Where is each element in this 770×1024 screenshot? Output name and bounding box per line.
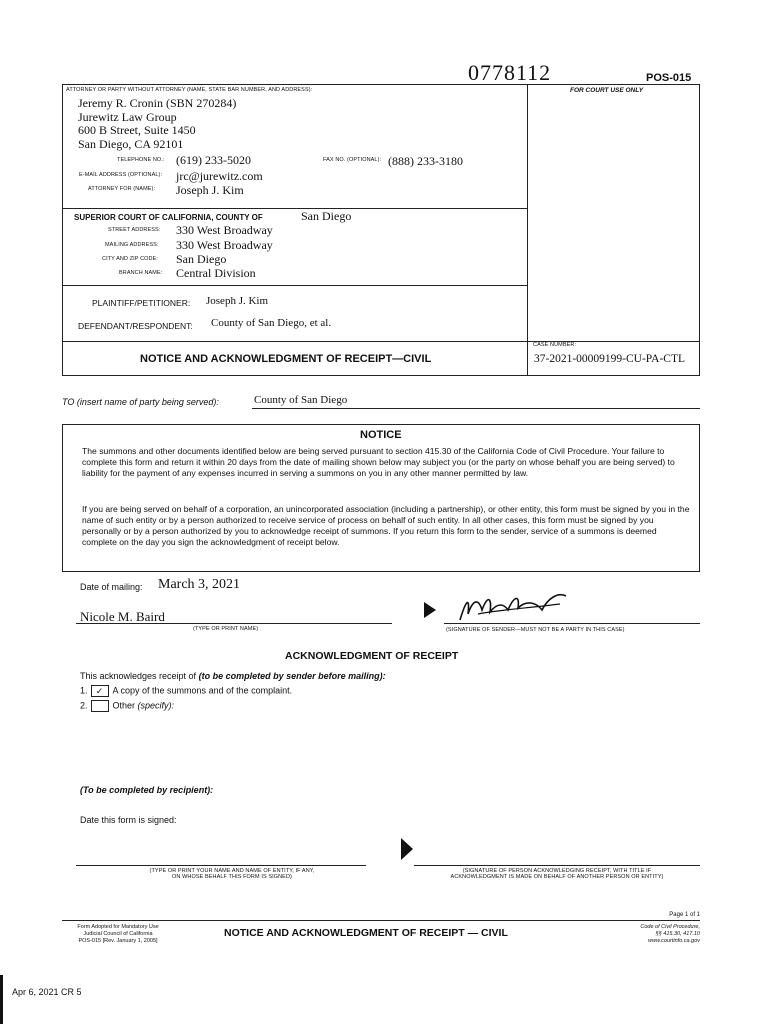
ack-item-2-text: Other: [112, 700, 136, 711]
notice-paragraph-1: The summons and other documents identified below are being served pursuant to section 415.30 of the California Code of Civil Procedure. Your failure to complete this form and return it within 20 days from the date of mailing shown below may subject you (or the party on whose behalf you are being served) to liability for the payment of any expenses incurred in serving a summons on you in any other manner permitted by law.: [82, 446, 675, 478]
ack-item-2-number: 2.: [80, 700, 88, 711]
court-label: SUPERIOR COURT OF CALIFORNIA, COUNTY OF: [74, 213, 263, 222]
attorney-firm: Jurewitz Law Group: [78, 109, 177, 124]
sender-name: Nicole M. Baird: [80, 609, 165, 624]
attorney-for-value: Joseph J. Kim: [176, 183, 244, 197]
court-street-label: STREET ADDRESS:: [108, 227, 161, 233]
attorney-label: ATTORNEY OR PARTY WITHOUT ATTORNEY (NAME, STATE BAR NUMBER, AND ADDRESS):: [66, 87, 313, 93]
recipient-heading: (To be completed by recipient):: [80, 785, 214, 795]
court-city-label: CITY AND ZIP CODE:: [102, 256, 158, 262]
ack-item-1-number: 1.: [80, 685, 88, 696]
received-stamp: Apr 6, 2021 CR 5: [12, 987, 82, 997]
email-label: E-MAIL ADDRESS (OPTIONAL):: [79, 172, 163, 178]
arrow-icon-recipient: [401, 838, 413, 860]
date-signed-label: Date this form is signed:: [80, 815, 177, 825]
fax-label: FAX NO. (OPTIONAL):: [323, 157, 382, 163]
plaintiff-label: PLAINTIFF/PETITIONER:: [92, 298, 191, 308]
attorney-name: Jeremy R. Cronin (SBN 270284): [78, 96, 237, 110]
footer-page: Page 1 of 1: [669, 912, 700, 918]
attorney-for-label: ATTORNEY FOR (NAME):: [88, 186, 156, 192]
form-id: POS-015: [646, 72, 692, 84]
court-use-label: FOR COURT USE ONLY: [570, 87, 644, 94]
footer-title: NOTICE AND ACKNOWLEDGMENT OF RECEIPT — CIVIL: [224, 927, 508, 939]
scan-edge-mark: [0, 975, 3, 1024]
to-value: County of San Diego: [254, 394, 348, 406]
footer-left: Form Adopted for Mandatory Use Judicial Council of California POS-015 [Rev. January 1, 2005]: [77, 924, 159, 944]
ack-item-1: [80, 685, 292, 697]
to-label: TO (insert name of party being served):: [62, 397, 219, 407]
date-of-mailing-label: Date of mailing:: [80, 582, 143, 592]
type-name-label: (TYPE OR PRINT NAME): [193, 626, 259, 632]
court-city: San Diego: [176, 252, 227, 266]
case-number-label: CASE NUMBER:: [533, 342, 577, 348]
recipient-name-label: (TYPE OR PRINT YOUR NAME AND NAME OF ENTITY, IF ANY, ON WHOSE BEHALF THIS FORM IS SIGNED): [149, 868, 315, 880]
ack-heading: ACKNOWLEDGMENT OF RECEIPT: [285, 650, 459, 662]
defendant-value: County of San Diego, et al.: [211, 317, 332, 329]
ack-item-2-emphasis: (specify):: [137, 700, 175, 711]
notice-heading: NOTICE: [360, 429, 402, 441]
telephone-value: (619) 233-5020: [176, 153, 251, 167]
court-mailing-label: MAILING ADDRESS:: [105, 242, 159, 248]
ack-item-2: [80, 700, 174, 712]
arrow-icon: [424, 602, 436, 618]
court-county: San Diego: [301, 209, 352, 223]
ack-item-2-checkbox[interactable]: [91, 700, 109, 712]
footer-right: Code of Civil Procedure, §§ 415.30, 417.10 www.courtinfo.ca.gov: [640, 924, 700, 944]
notice-paragraph-2: If you are being served on behalf of a corporation, an unincorporated association (including a partnership), or other entity, this form must be signed by you in the name of such entity or by a person authorized to receive service of process on behalf of such entity. In all other cases, this form must be signed by you personally or by a person authorized by you to acknowledge receipt of summons. If you return this form to the sender, service of a summons is deemed complete on the day you sign the acknowledgment of receipt below.: [82, 504, 690, 547]
fax-value: (888) 233-3180: [388, 154, 463, 168]
court-branch-label: BRANCH NAME:: [119, 270, 163, 276]
attorney-street: 600 B Street, Suite 1450: [78, 123, 196, 137]
court-mailing: 330 West Broadway: [176, 238, 273, 252]
ack-intro-text: This acknowledges receipt of: [80, 671, 197, 681]
plaintiff-value: Joseph J. Kim: [206, 295, 269, 307]
defendant-label: DEFENDANT/RESPONDENT:: [78, 321, 193, 331]
attorney-city: San Diego, CA 92101: [78, 136, 184, 151]
ack-intro: [80, 671, 386, 681]
court-street: 330 West Broadway: [176, 223, 273, 237]
handwritten-form-number: 0778112: [468, 60, 552, 85]
email-value: jrc@jurewitz.com: [176, 169, 263, 183]
ack-item-1-text: A copy of the summons and of the complaint.: [112, 685, 293, 696]
sender-signature: [448, 590, 578, 626]
ack-intro-emphasis: (to be completed by sender before mailing):: [198, 671, 386, 681]
recipient-signature-label: (SIGNATURE OF PERSON ACKNOWLEDGING RECEIPT, WITH TITLE IF ACKNOWLEDGMENT IS MADE ON BEHALF OF ANOTHER PERSON OR ENTITY): [450, 868, 664, 880]
ack-item-1-checkbox[interactable]: ✓: [91, 685, 109, 697]
date-of-mailing-value: March 3, 2021: [158, 577, 241, 592]
form-title: NOTICE AND ACKNOWLEDGMENT OF RECEIPT—CIVIL: [140, 353, 432, 365]
court-branch: Central Division: [176, 266, 256, 280]
telephone-label: TELEPHONE NO.:: [117, 157, 165, 163]
case-number: 37-2021-00009199-CU-PA-CTL: [534, 353, 685, 365]
attorney-block: [78, 97, 236, 151]
sender-signature-label: (SIGNATURE OF SENDER—MUST NOT BE A PARTY IN THIS CASE): [446, 627, 625, 633]
